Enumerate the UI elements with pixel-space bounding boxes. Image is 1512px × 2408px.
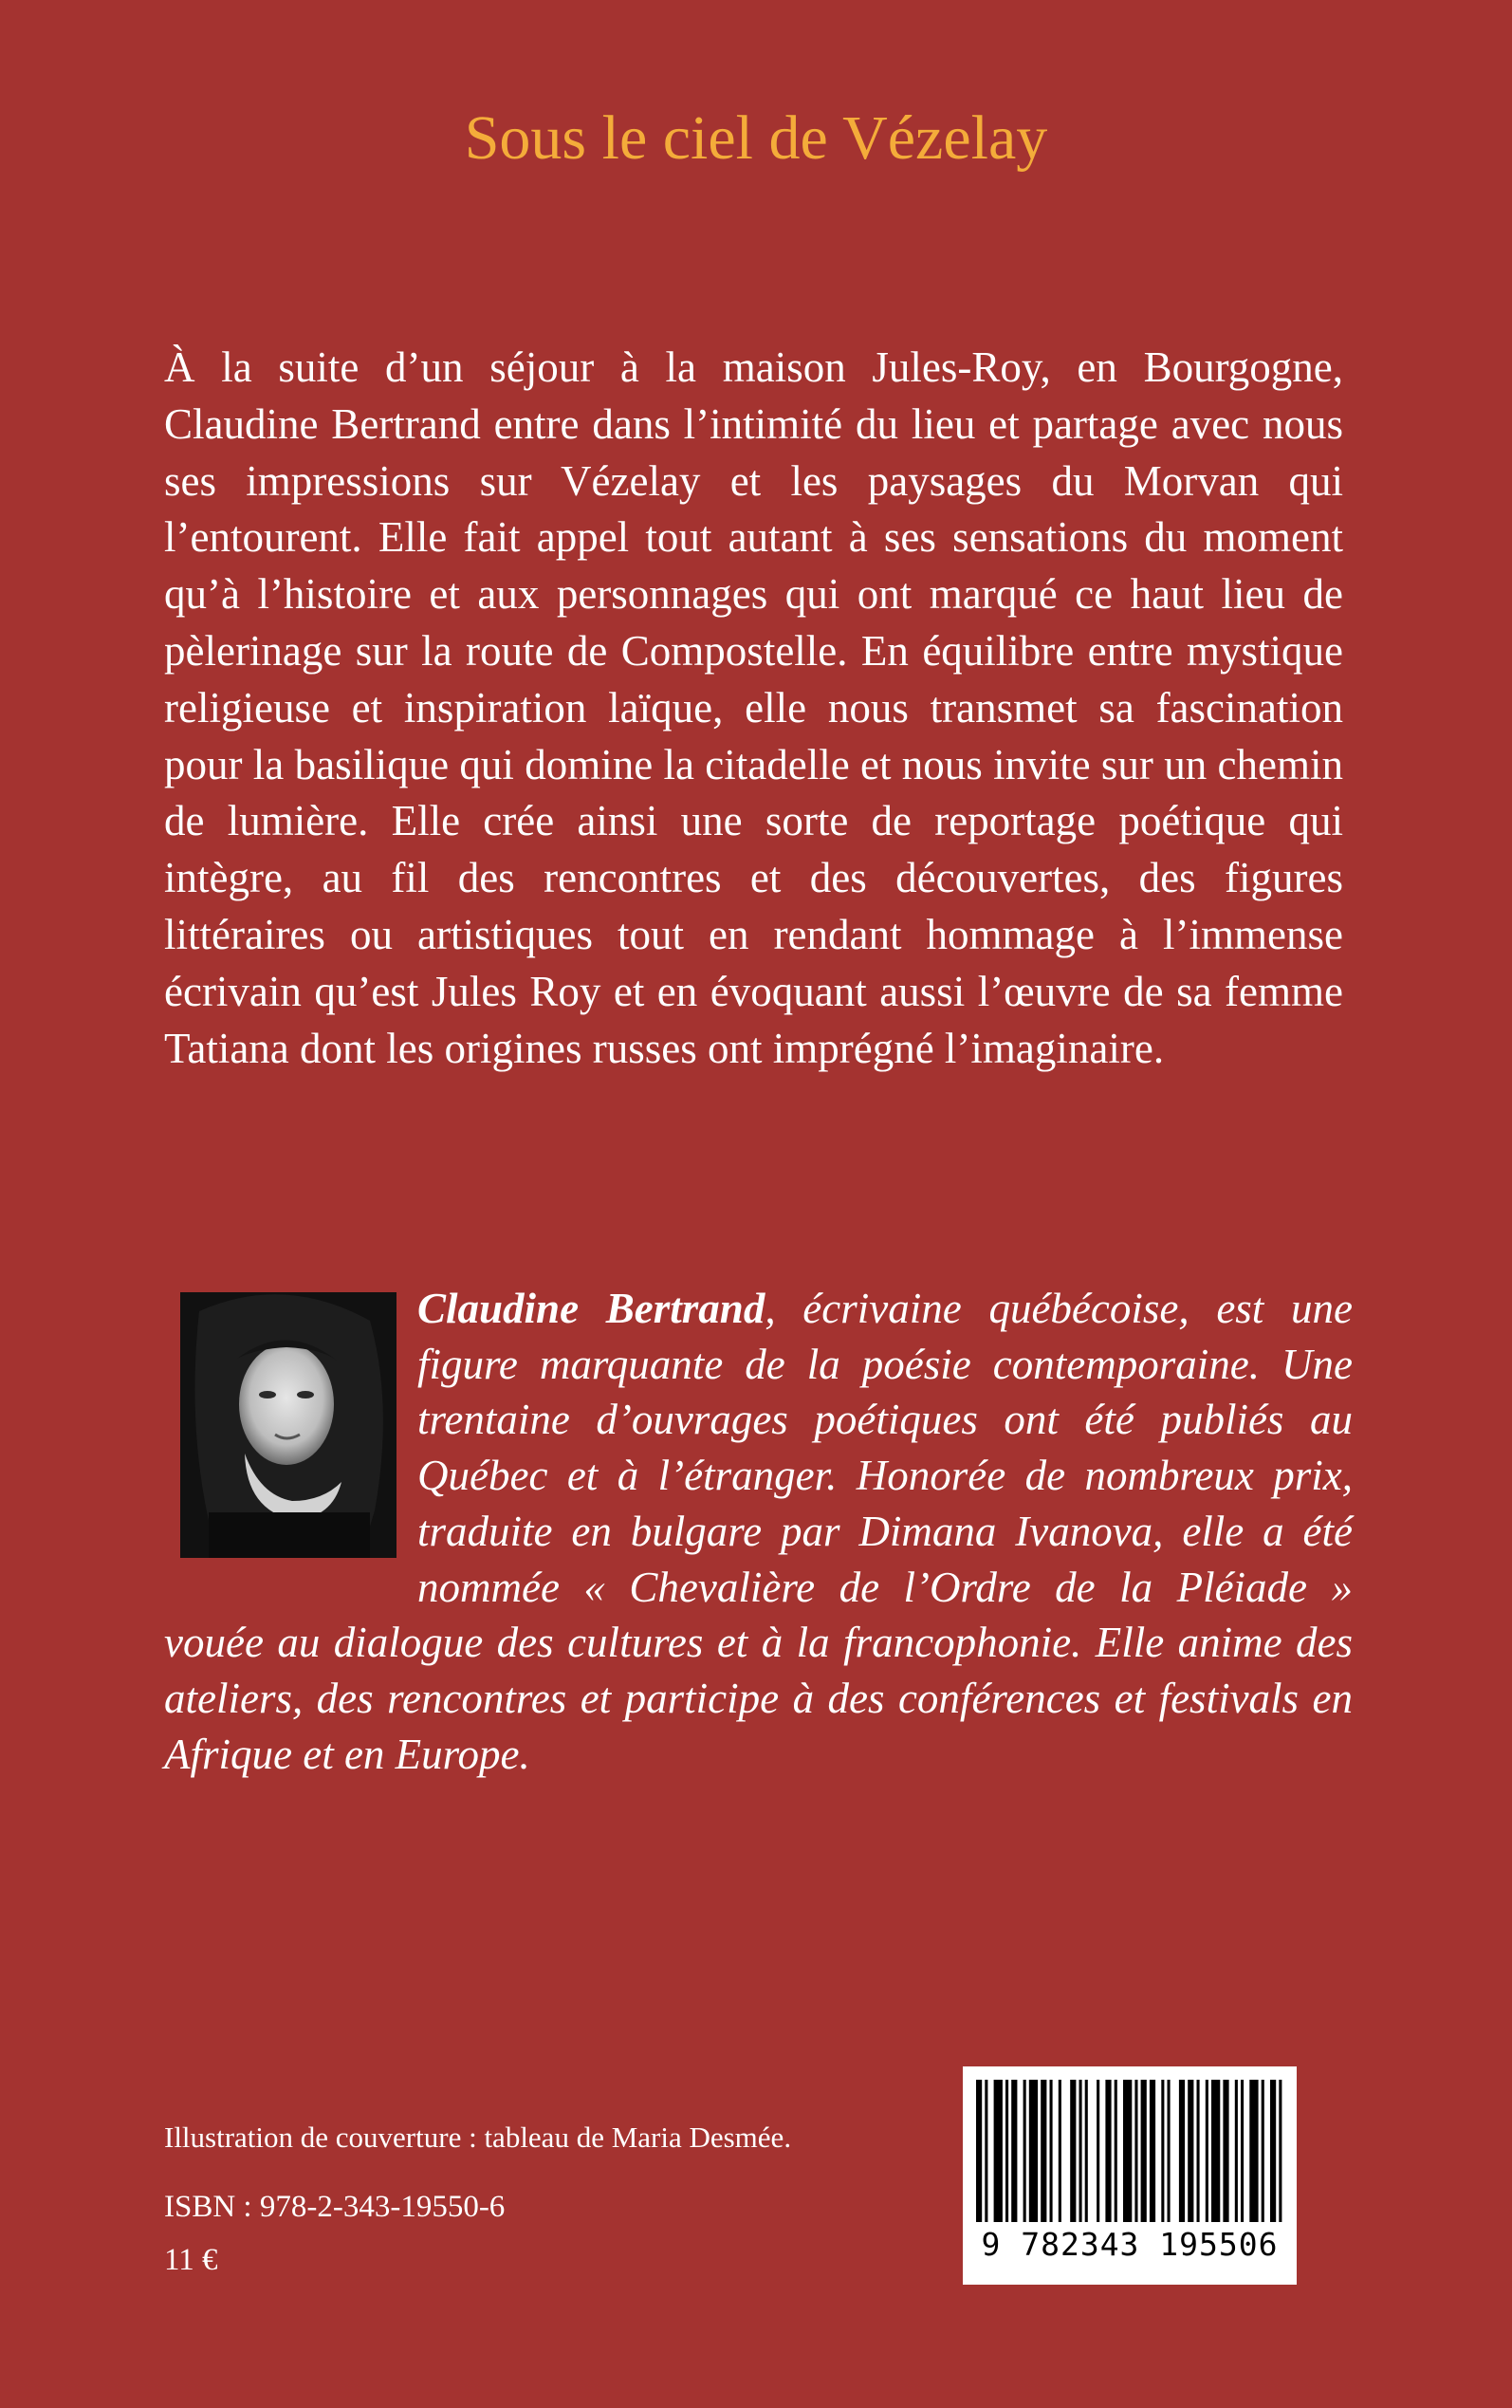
author-bio-text: , écrivaine québécoise, est une figure marquante de la poésie contemporaine. Une trentaine d’ouvrages poétiques ont été publiés au Québec et à l’étranger. Honorée de nombreux prix, traduite en bulgare par Dimana Ivanova, elle a été nommée « Chevalière de l’Ordre de la Pléiade » vouée au dialogue des cultures et à la francophonie. Elle anime des ateliers, des rencontres et participe à des conférences et festivals en Afrique et en Europe. xyxy=(164,1285,1354,1778)
illustration-credit: Illustration de couverture : tableau de Maria Desmée. xyxy=(164,2121,792,2154)
barcode-bars xyxy=(963,2066,1297,2226)
author-photo xyxy=(180,1292,396,1558)
book-price: 11 € xyxy=(164,2243,218,2277)
isbn-number: ISBN : 978-2-343-19550-6 xyxy=(164,2190,506,2224)
barcode xyxy=(963,2066,1297,2285)
book-summary: À la suite d’un séjour à la maison Jules-Roy, en Bourgogne, Claudine Bertrand entre dans l’intimité du lieu et partage avec nous ses impressions sur Vézelay et les paysages du Morvan qui l’entourent. Elle fait appel tout autant à ses sensations du moment qu’à l’histoire et aux personnages qui ont marqué ce haut lieu de pèlerinage sur la route de Compostelle. En équilibre entre mystique religieuse et inspiration laïque, elle nous transmet sa fascination pour la basilique qui domine la citadelle et nous invite sur un chemin de lumière. Elle crée ainsi une sorte de reportage poétique qui intègre, au fil des rencontres et des découvertes, des figures littéraires ou artistiques tout en rendant hommage à l’immense écrivain qu’est Jules Roy et en évoquant aussi l’œuvre de sa femme Tatiana dont les origines russes ont imprégné l’imaginaire. xyxy=(164,343,1343,1072)
author-name: Claudine Bertrand xyxy=(417,1285,765,1332)
barcode-digits: 9 782343 195506 xyxy=(981,2226,1279,2263)
author-section xyxy=(164,1281,1353,1782)
book-title: Sous le ciel de Vézelay xyxy=(464,103,1048,173)
